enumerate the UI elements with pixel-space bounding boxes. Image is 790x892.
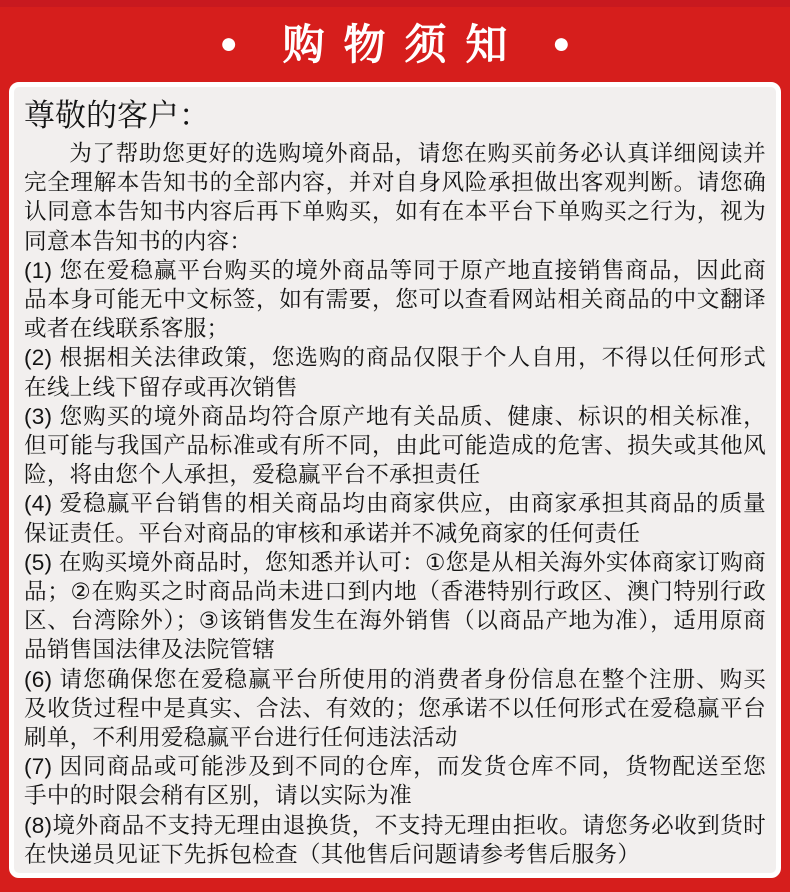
notice-item-5: (5) 在购买境外商品时，您知悉并认可：①您是从相关海外实体商家订购商品；②在购买之时商品尚未进口到内地（香港特别行政区、澳门特别行政区、台湾除外）；③该销售发生在海外销售（以商品产地为准），适用原商品销售国法律及法院管辖 <box>24 549 766 663</box>
notice-item-4: (4) 爱稳赢平台销售的相关商品均由商家供应，由商家承担其商品的质量保证责任。平台对商品的审核和承诺并不减免商家的任何责任 <box>24 491 766 546</box>
notice-item-2: (2) 根据相关法律政策，您选购的商品仅限于个人自用，不得以任何形式在线上线下留存或再次销售 <box>24 345 766 400</box>
notice-intro: 为了帮助您更好的选购境外商品，请您在购买前务必认真详细阅读并完全理解本告知书的全部内容，并对自身风险承担做出客观判断。请您确认同意本告知书内容后再下单购买，如有在本平台下单购买之行为，视为同意本告知书的内容： <box>24 141 766 254</box>
title-left-dot-icon: ● <box>219 26 238 60</box>
title-right-dot-icon: ● <box>552 26 571 60</box>
notice-item-1: (1) 您在爱稳赢平台购买的境外商品等同于原产地直接销售商品，因此商品本身可能无中文标签，如有需要，您可以查看网站相关商品的中文翻译或者在线联系客服； <box>24 257 766 342</box>
notice-item-6: (6) 请您确保您在爱稳赢平台所使用的消费者身份信息在整个注册、购买及收货过程中是真实、合法、有效的；您承诺不以任何形式在爱稳赢平台刷单，不利用爱稳赢平台进行任何违法活动 <box>24 666 766 751</box>
notice-item-3: (3) 您购买的境外商品均符合原产地有关品质、健康、标识的相关标准，但可能与我国产品标准或有所不同，由此可能造成的危害、损失或其他风险，将由您个人承担，爱稳赢平台不承担责任 <box>24 403 766 488</box>
page-title: 购物须知 <box>282 20 527 68</box>
banner <box>0 7 790 82</box>
notice-item-7: (7) 因同商品或可能涉及到不同的仓库，而发货仓库不同，货物配送至您手中的时限会稍有区别，请以实际为准 <box>24 754 766 809</box>
notice-item-8: (8)境外商品不支持无理由退换货，不支持无理由拒收。请您务必收到货时在快递员见证下先拆包检查（其他售后问题请参考售后服务） <box>24 812 766 867</box>
top-accent-strip <box>0 0 790 7</box>
greeting: 尊敬的客户： <box>24 98 210 133</box>
notice-panel <box>9 82 781 878</box>
